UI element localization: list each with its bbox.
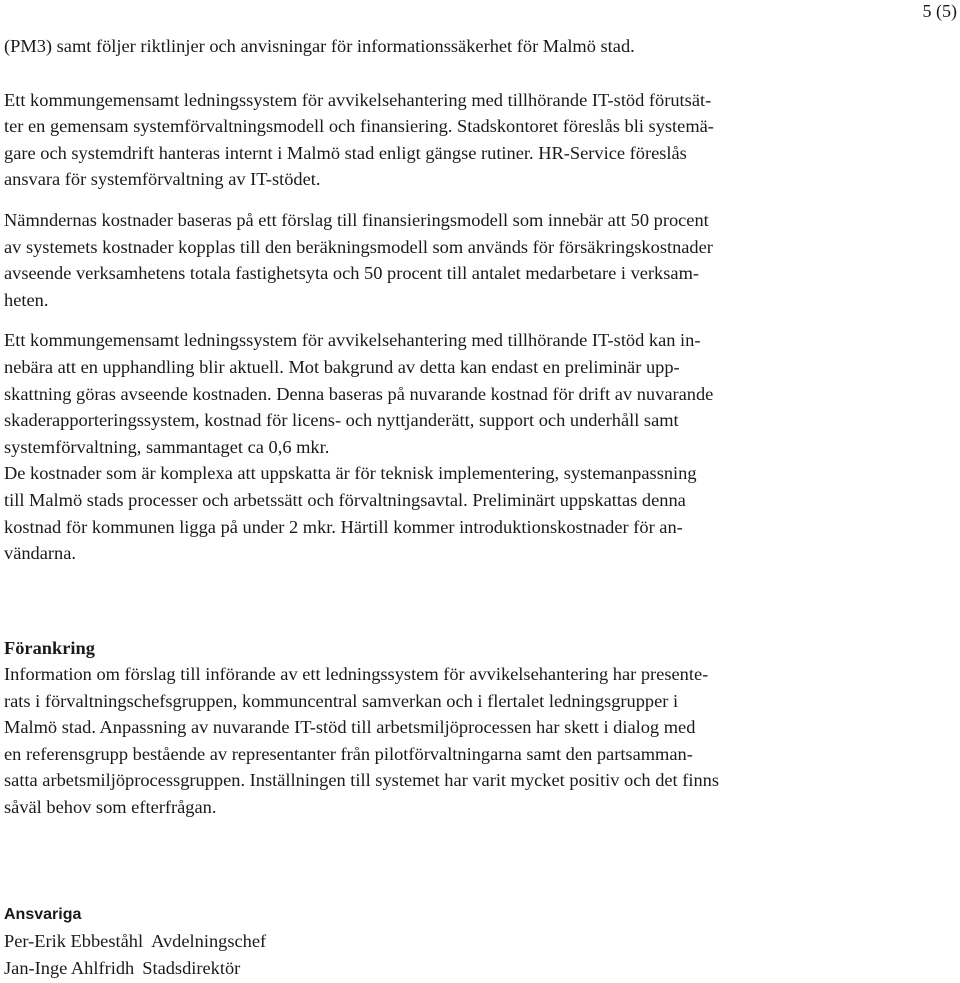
document-body [4, 33, 954, 581]
text-line: Ett kommungemensamt ledningssystem för avvikelsehantering med tillhörande IT-stöd förutsät- [4, 89, 712, 110]
system-ownership-paragraph [4, 87, 954, 193]
text-line: såväl behov som efterfrågan. [4, 796, 217, 817]
signatory-row [4, 929, 266, 953]
signatory-title: Stadsdirektör [142, 958, 241, 978]
text-line: satta arbetsmiljöprocessgruppen. Inställningen till systemet har varit mycket positiv och det finns [4, 770, 720, 791]
cost-model-paragraph [4, 207, 954, 313]
text-line: skaderapporteringssystem, kostnad för licens- och nyttjanderätt, support och underhåll samt [4, 410, 679, 431]
forankring-heading: Förankring [4, 638, 95, 658]
text-line: Ett kommungemensamt ledningssystem för avvikelsehantering med tillhörande IT-stöd kan in- [4, 330, 701, 351]
text-line: vändarna. [4, 543, 76, 564]
text-line: avseende verksamhetens totala fastighetsyta och 50 procent till antalet medarbetare i verksam- [4, 263, 699, 284]
page-number: 5 (5) [922, 1, 957, 21]
text-line: till Malmö stads processer och arbetssätt och förvaltningsavtal. Preliminärt uppskattas denna [4, 489, 686, 510]
signatory-name: Jan-Inge Ahlfridh [4, 958, 135, 978]
text-line: nebära att en upphandling blir aktuell. Mot bakgrund av detta kan endast en preliminär upp- [4, 356, 680, 377]
intro-paragraph [4, 33, 954, 60]
signatory-title: Avdelningschef [151, 931, 267, 951]
signatory-name: Per-Erik Ebbeståhl [4, 931, 144, 951]
ansvariga-heading: Ansvariga [4, 906, 82, 923]
text-line: (PM3) samt följer riktlinjer och anvisningar för informationssäkerhet för Malmö stad. [4, 36, 635, 56]
text-line: heten. [4, 289, 49, 310]
text-line: gare och systemdrift hanteras internt i Malmö stad enligt gängse rutiner. HR-Service föreslås [4, 142, 687, 163]
forankring-paragraph [4, 661, 719, 821]
signatory-row [4, 956, 240, 980]
text-line: en referensgrupp bestående av representanter från pilotförvaltningarna samt den partsamman- [4, 743, 693, 764]
text-line: av systemets kostnader kopplas till den beräkningsmodell som används för försäkringskostnader [4, 236, 713, 257]
text-line: skattning göras avseende kostnaden. Denna baseras på nuvarande kostnad för drift av nuvarande [4, 383, 714, 404]
text-line: ansvara för systemförvaltning av IT-stödet. [4, 169, 321, 190]
text-line: Information om förslag till införande av ett ledningssystem för avvikelsehantering har presente- [4, 664, 709, 684]
text-line: De kostnader som är komplexa att uppskatta är för teknisk implementering, systemanpassning [4, 463, 697, 484]
text-line: ter en gemensam systemförvaltningsmodell och finansiering. Stadskontoret föreslås bli systemä- [4, 116, 714, 137]
text-line: rats i förvaltningschefsgruppen, kommuncentral samverkan och i flertalet ledningsgrupper i [4, 690, 679, 711]
text-line: Malmö stad. Anpassning av nuvarande IT-stöd till arbetsmiljöprocessen har skett i dialog med [4, 717, 696, 738]
text-line: kostnad för kommunen ligga på under 2 mkr. Härtill kommer introduktionskostnader för an- [4, 516, 683, 537]
cost-estimate-paragraph [4, 327, 954, 566]
text-line: systemförvaltning, sammantaget ca 0,6 mkr. [4, 436, 330, 457]
text-line: Nämndernas kostnader baseras på ett förslag till finansieringsmodell som innebär att 50 procent [4, 209, 709, 230]
